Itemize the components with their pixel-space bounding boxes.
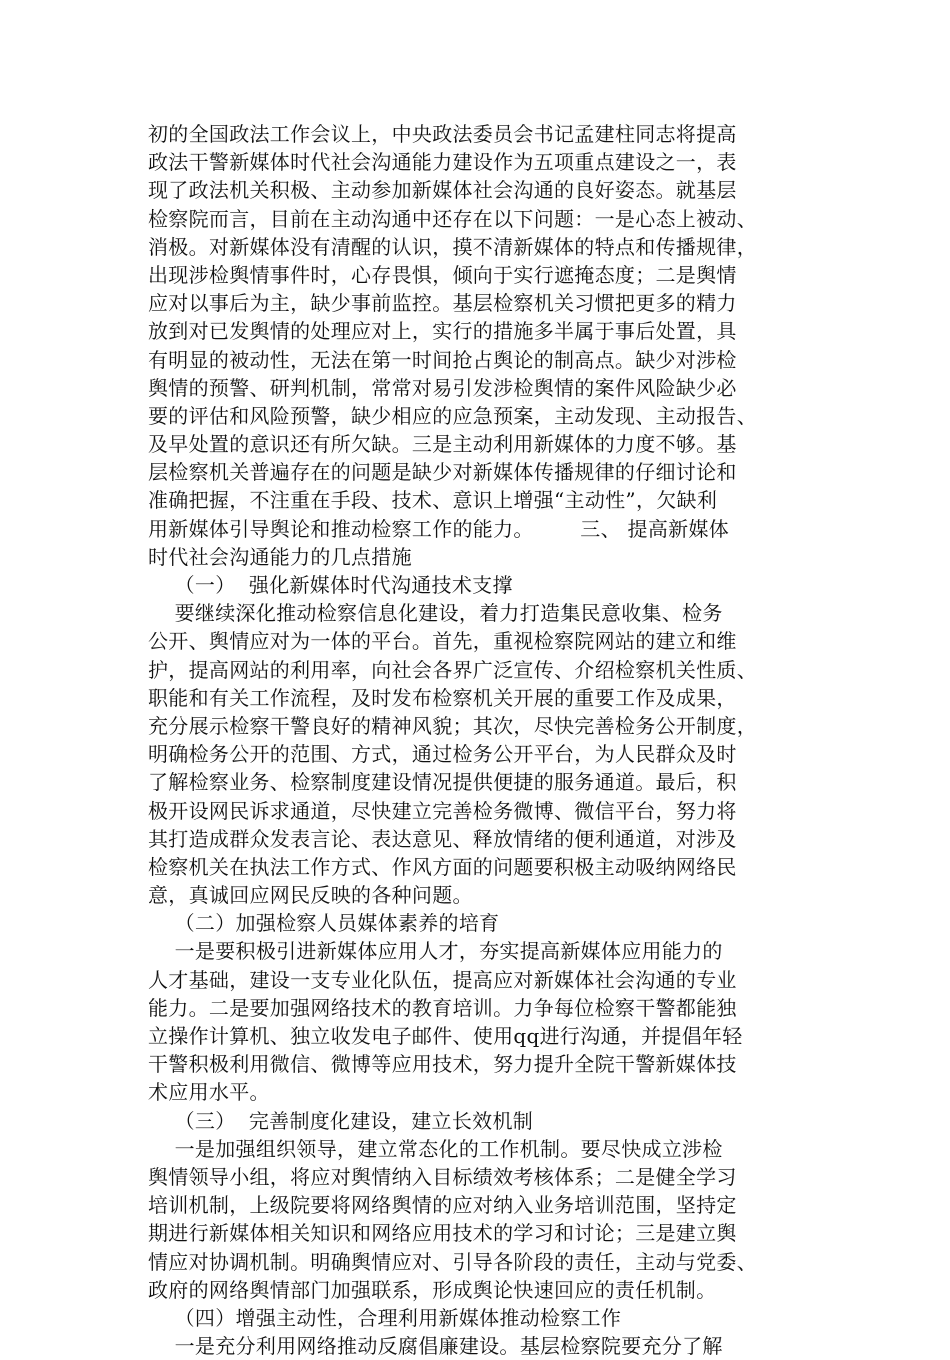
text-line: 时代社会沟通能力的几点措施 (148, 544, 412, 569)
text-line: 舆情领导小组，将应对舆情纳入目标绩效考核体系；二是健全学习 (148, 1164, 737, 1189)
text-line: 意，真诚回应网民反映的各种问题。 (148, 883, 473, 908)
text-line: 用新媒体引导舆论和推动检察工作的能力。 三、 提高新媒体 (148, 516, 730, 541)
text-line: 情应对协调机制。明确舆情应对、引导各阶段的责任，主动与党委、 (148, 1249, 757, 1274)
text-line: 充分展示检察干警良好的精神风貌；其次，尽快完善检务公开制度， (148, 713, 757, 738)
text-line: 一是充分利用网络推动反腐倡廉建设。基层检察院要充分了解 (148, 1334, 723, 1359)
text-line: 期进行新媒体相关知识和网络应用技术的学习和讨论；三是建立舆 (148, 1221, 737, 1246)
text-line: 舆情的预警、研判机制，常常对易引发涉检舆情的案件风险缺少必 (148, 375, 737, 400)
text-line: 职能和有关工作流程，及时发布检察机关开展的重要工作及成果， (148, 685, 737, 710)
text-line: 培训机制，上级院要将网络舆情的应对纳入业务培训范围，坚持定 (148, 1193, 737, 1218)
text-line: 要继续深化推动检察信息化建设，着力打造集民意收集、检务 (148, 601, 723, 626)
text-line: 检察机关在执法工作方式、作风方面的问题要积极主动吸纳网络民 (148, 854, 737, 879)
text-line: 干警积极利用微信、微博等应用技术，努力提升全院干警新媒体技 (148, 1052, 737, 1077)
text-line: 政法干警新媒体时代社会沟通能力建设作为五项重点建设之一，表 (148, 150, 737, 175)
text-line: 了解检察业务、检察制度建设情况提供便捷的服务通道。最后，积 (148, 770, 737, 795)
text-line: 护，提高网站的利用率，向社会各界广泛宣传、介绍检察机关性质、 (148, 657, 757, 682)
text-line: 初的全国政法工作会议上，中央政法委员会书记孟建柱同志将提高 (148, 122, 737, 146)
text-line: 应对以事后为主，缺少事前监控。基层检察机关习惯把更多的精力 (148, 291, 737, 316)
text-line: 层检察机关普遍存在的问题是缺少对新媒体传播规律的仔细讨论和 (148, 460, 737, 485)
text-line: （二）加强检察人员媒体素养的培育 (148, 911, 500, 936)
body-text (148, 120, 808, 1360)
text-line: 一是要积极引进新媒体应用人才，夯实提高新媒体应用能力的 (148, 939, 723, 964)
text-line: 其打造成群众发表言论、表达意见、释放情绪的便利通道，对涉及 (148, 826, 737, 851)
text-line: 要的评估和风险预警，缺少相应的应急预案，主动发现、主动报告、 (148, 403, 757, 428)
text-line: 政府的网络舆情部门加强联系，形成舆论快速回应的责任机制。 (148, 1277, 717, 1302)
text-line: 人才基础，建设一支专业化队伍，提高应对新媒体社会沟通的专业 (148, 967, 737, 992)
text-line: 立操作计算机、独立收发电子邮件、使用qq进行沟通，并提倡年轻 (148, 1024, 743, 1048)
text-line: 术应用水平。 (148, 1080, 270, 1105)
text-line: 准确把握，不注重在手段、技术、意识上增强“主动性”，欠缺利 (148, 488, 718, 513)
text-line: 一是加强组织领导，建立常态化的工作机制。要尽快成立涉检 (148, 1136, 723, 1161)
text-line: 极开设网民诉求通道，尽快建立完善检务微博、微信平台，努力将 (148, 798, 737, 823)
text-line: 公开、舆情应对为一体的平台。首先，重视检察院网站的建立和维 (148, 629, 737, 654)
text-line: 能力。二是要加强网络技术的教育培训。力争每位检察干警都能独 (148, 995, 737, 1020)
text-line: 放到对已发舆情的处理应对上，实行的措施多半属于事后处置，具 (148, 319, 737, 344)
text-line: 检察院而言，目前在主动沟通中还存在以下问题：一是心态上被动、 (148, 206, 757, 231)
text-line: （三） 完善制度化建设，建立长效机制 (148, 1108, 534, 1133)
text-line: 现了政法机关积极、主动参加新媒体社会沟通的良好姿态。就基层 (148, 178, 737, 203)
text-line: 有明显的被动性，无法在第一时间抢占舆论的制高点。缺少对涉检 (148, 347, 737, 372)
text-line: 出现涉检舆情事件时，心存畏惧，倾向于实行遮掩态度；二是舆情 (148, 262, 737, 287)
text-line: （一） 强化新媒体时代沟通技术支撑 (148, 573, 513, 597)
text-line: 明确检务公开的范围、方式，通过检务公开平台，为人民群众及时 (148, 742, 737, 767)
text-line: 消极。对新媒体没有清醒的认识，摸不清新媒体的特点和传播规律， (148, 234, 757, 259)
text-line: （四）增强主动性，合理利用新媒体推动检察工作 (148, 1305, 622, 1330)
text-line: 及早处置的意识还有所欠缺。三是主动利用新媒体的力度不够。基 (148, 432, 737, 457)
